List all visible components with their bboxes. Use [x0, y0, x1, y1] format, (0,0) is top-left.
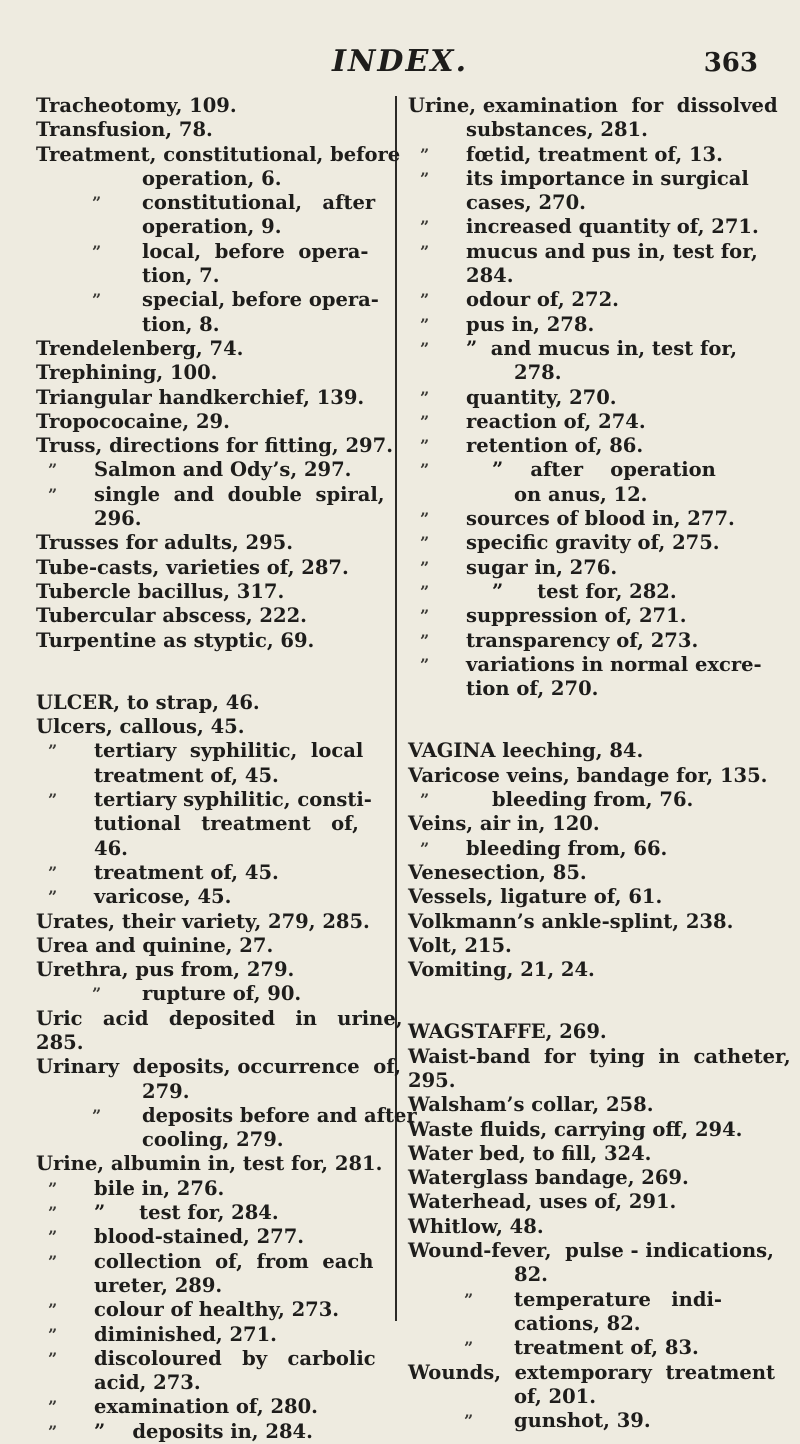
- index-entry-text: tion, 8.: [142, 312, 220, 336]
- ditto-mark: ”: [92, 1105, 102, 1125]
- index-entry-text: single and double spiral,: [94, 482, 385, 506]
- ditto-mark: ”: [420, 654, 430, 674]
- index-entry: [36, 240, 391, 264]
- index-entry-text: ureter, 289.: [94, 1273, 223, 1297]
- index-entry: [36, 812, 391, 836]
- index-entry: [36, 715, 391, 739]
- index-entry: [36, 556, 391, 580]
- index-entry: [408, 556, 780, 580]
- index-entry-text: its importance in surgical: [466, 166, 749, 190]
- ditto-mark: ”: [48, 790, 58, 810]
- index-entry: [36, 94, 391, 118]
- index-entry-text: Turpentine as styptic, 69.: [36, 628, 315, 652]
- index-entry-text: Vessels, ligature of, 61.: [408, 885, 663, 909]
- index-entry: [36, 764, 391, 788]
- index-entry: [36, 1177, 391, 1201]
- index-entry: [408, 1215, 780, 1239]
- index-entry: [36, 691, 391, 715]
- index-entry: [408, 531, 780, 555]
- index-entry-text: ” and mucus in, test for,: [466, 336, 738, 360]
- ditto-mark: ”: [48, 1421, 58, 1441]
- index-entry: [408, 604, 780, 628]
- ditto-mark: ”: [420, 241, 430, 261]
- index-entry-text: diminished, 271.: [94, 1322, 277, 1346]
- index-entry-text: Triangular handkerchief, 139.: [36, 385, 365, 409]
- index-entry-text: reaction of, 274.: [466, 409, 646, 433]
- index-entry-text: collection of, from each: [94, 1249, 374, 1273]
- index-entry-text: blood-stained, 277.: [94, 1225, 305, 1249]
- index-entry-text: fœtid, treatment of, 13.: [466, 142, 723, 166]
- index-entry: [36, 629, 391, 653]
- index-entry-text: Tracheotomy, 109.: [36, 94, 237, 117]
- index-entry-text: Urates, their variety, 279, 285.: [36, 909, 370, 933]
- index-entry: [408, 1385, 780, 1409]
- index-entry-text: retention of, 86.: [466, 434, 644, 458]
- index-entry: [408, 1069, 780, 1093]
- index-entry: [408, 1312, 780, 1336]
- index-entry-text: transparency of, 273.: [466, 628, 699, 652]
- index-entry: [408, 215, 780, 239]
- index-entry-text: 285.: [36, 1030, 84, 1054]
- index-entry: [36, 1420, 391, 1444]
- index-entry-text: of, 201.: [514, 1384, 597, 1408]
- index-entry: [408, 483, 780, 507]
- index-entry: [408, 410, 780, 434]
- index-entry-text: gunshot, 39.: [514, 1409, 651, 1433]
- index-entry-text: ” deposits in, 284.: [94, 1419, 313, 1443]
- ditto-mark: ”: [420, 460, 430, 480]
- index-entry: [408, 1409, 780, 1433]
- index-entry: [408, 313, 780, 337]
- ditto-mark: ”: [48, 1348, 58, 1368]
- ditto-mark: ”: [420, 290, 430, 310]
- ditto-mark: ”: [420, 557, 430, 577]
- index-entry: [36, 191, 391, 215]
- index-entry-text: tertiary syphilitic, consti-: [94, 788, 372, 812]
- ditto-mark: ”: [48, 460, 58, 480]
- index-entry: [36, 167, 391, 191]
- index-entry-text: cases, 270.: [466, 191, 586, 215]
- index-entry-text: ” after operation: [492, 458, 716, 482]
- index-entry: [36, 1347, 391, 1371]
- ditto-mark: ”: [420, 533, 430, 553]
- index-entry-text: Volt, 215.: [408, 933, 512, 957]
- index-entry: [36, 604, 391, 628]
- ditto-mark: ”: [48, 862, 58, 882]
- index-entry-text: Urine, albumin in, test for, 281.: [36, 1152, 383, 1176]
- index-entry: [36, 483, 391, 507]
- index-entry: [36, 861, 391, 885]
- index-entry-text: 279.: [142, 1079, 190, 1103]
- index-entry: [36, 337, 391, 361]
- index-entry: [408, 288, 780, 312]
- index-entry-text: sources of blood in, 277.: [466, 507, 735, 531]
- index-entry-text: tion, 7.: [142, 264, 220, 288]
- ditto-mark: ”: [420, 838, 430, 858]
- index-entry: [408, 1020, 780, 1044]
- ditto-mark: ”: [420, 581, 430, 601]
- index-entry-text: Varicose veins, bandage for, 135.: [408, 763, 768, 787]
- ditto-mark: ”: [420, 411, 430, 431]
- index-entry-text: quantity, 270.: [466, 385, 617, 409]
- index-entry: [36, 1274, 391, 1298]
- index-entry: [36, 1201, 391, 1225]
- ditto-mark: ”: [92, 290, 102, 310]
- index-entry: [408, 885, 780, 909]
- index-entry: [36, 507, 391, 531]
- index-entry-text: Trendelenberg, 74.: [36, 336, 244, 360]
- index-entry-text: 296.: [94, 507, 142, 531]
- right-column: [408, 94, 791, 1433]
- index-entry-text: Volkmann’s ankle-splint, 238.: [408, 909, 734, 933]
- index-entry-text: on anus, 12.: [514, 482, 648, 506]
- index-entry-text: Tubercular abscess, 222.: [36, 604, 307, 628]
- index-entry-text: ” test for, 284.: [94, 1201, 279, 1225]
- page-header: [0, 44, 800, 84]
- index-entry-text: Tube-casts, varieties of, 287.: [36, 555, 349, 579]
- index-entry-text: 295.: [408, 1068, 456, 1092]
- left-column: [36, 94, 417, 1444]
- ditto-mark: ”: [92, 193, 102, 213]
- index-entry-text: tutional treatment of,: [94, 812, 359, 836]
- ditto-mark: ”: [420, 338, 430, 358]
- index-entry-text: Treatment, constitutional, before: [36, 142, 401, 166]
- index-entry-text: temperature indi-: [514, 1287, 722, 1311]
- index-entry-text: rupture of, 90.: [142, 982, 302, 1006]
- index-entry-text: increased quantity of, 271.: [466, 215, 759, 239]
- ditto-mark: ”: [48, 1397, 58, 1417]
- index-entry: [36, 1055, 401, 1079]
- index-entry-text: acid, 273.: [94, 1371, 201, 1395]
- index-entry: [408, 958, 780, 982]
- ditto-mark: ”: [420, 168, 430, 188]
- page-number: 363: [703, 48, 758, 78]
- index-entry-text: operation, 6.: [142, 166, 282, 190]
- section-gap: [36, 653, 391, 691]
- index-entry: [408, 1288, 780, 1312]
- index-entry: [36, 434, 391, 458]
- index-entry: [408, 764, 780, 788]
- index-entry-text: 46.: [94, 836, 128, 860]
- index-entry: [36, 313, 391, 337]
- index-entry-text: examination of, 280.: [94, 1395, 318, 1419]
- index-entry: [36, 118, 391, 142]
- index-entry-text: Transfusion, 78.: [36, 118, 213, 142]
- index-entry: [36, 215, 391, 239]
- index-entry: [36, 264, 391, 288]
- ditto-mark: ”: [420, 144, 430, 164]
- ditto-mark: ”: [420, 630, 430, 650]
- index-entry: [36, 1006, 403, 1031]
- index-entry-text: Truss, directions for fitting, 297.: [36, 434, 393, 458]
- index-entry: [408, 1166, 780, 1190]
- index-entry: [408, 434, 780, 458]
- index-entry-text: pus in, 278.: [466, 312, 595, 336]
- ditto-mark: ”: [464, 1289, 474, 1309]
- index-entry: [36, 1103, 417, 1128]
- index-entry: [408, 1263, 780, 1287]
- index-entry: [36, 885, 391, 909]
- index-entry: [36, 1128, 391, 1152]
- index-entry-text: ” test for, 282.: [492, 579, 677, 603]
- index-entry: [408, 1118, 780, 1142]
- index-entry-text: specific gravity of, 275.: [466, 531, 720, 555]
- column-divider: [395, 96, 397, 1321]
- index-entry-text: colour of healthy, 273.: [94, 1298, 340, 1322]
- ditto-mark: ”: [420, 436, 430, 456]
- index-entry-text: sugar in, 276.: [466, 555, 618, 579]
- index-entry-text: Whitlow, 48.: [408, 1214, 544, 1238]
- ditto-mark: ”: [420, 606, 430, 626]
- ditto-mark: ”: [92, 241, 102, 261]
- index-entry-text: Wound-fever, pulse - indications,: [408, 1239, 774, 1263]
- index-entry-text: Uric acid deposited in urine,: [36, 1006, 403, 1030]
- index-entry-text: Waste fluids, carrying off, 294.: [408, 1117, 743, 1141]
- index-entry: [36, 837, 391, 861]
- index-entry-text: operation, 9.: [142, 215, 282, 239]
- index-entry-text: tion of, 270.: [466, 677, 599, 701]
- index-entry: [36, 1080, 391, 1104]
- index-entry: [36, 288, 391, 312]
- index-entry-text: 278.: [514, 361, 562, 385]
- index-entry: [408, 507, 780, 531]
- ditto-mark: ”: [420, 314, 430, 334]
- index-entry-text: treatment of, 45.: [94, 860, 279, 884]
- index-entry-text: Urine, examination for dissolved: [408, 94, 778, 117]
- index-entry: [36, 958, 391, 982]
- index-entry-text: odour of, 272.: [466, 288, 619, 312]
- index-entry-text: ULCER, to strap, 46.: [36, 690, 260, 714]
- index-entry-text: variations in normal excre-: [466, 652, 762, 676]
- index-entry-text: WAGSTAFFE, 269.: [408, 1020, 607, 1044]
- index-entry-text: Venesection, 85.: [408, 860, 587, 884]
- index-entry-text: Urethra, pus from, 279.: [36, 958, 295, 982]
- index-entry: [408, 1142, 780, 1166]
- index-entry: [408, 1190, 780, 1214]
- index-entry: [36, 531, 391, 555]
- index-entry-text: treatment of, 45.: [94, 763, 279, 787]
- index-entry-text: tertiary syphilitic, local: [94, 739, 364, 763]
- index-entry: [36, 739, 391, 763]
- index-entry-text: mucus and pus in, test for,: [466, 239, 758, 263]
- index-entry-text: treatment of, 83.: [514, 1336, 699, 1360]
- index-entry: [36, 410, 391, 434]
- index-entry-text: Waterglass bandage, 269.: [408, 1166, 689, 1190]
- index-entry-text: VAGINA leeching, 84.: [408, 739, 644, 763]
- index-entry: [408, 837, 780, 861]
- index-entry-text: deposits before and after: [142, 1103, 417, 1127]
- index-entry-text: Urinary deposits, occurrence of,: [36, 1055, 401, 1079]
- ditto-mark: ”: [48, 741, 58, 761]
- ditto-mark: ”: [464, 1338, 474, 1358]
- section-gap: [408, 982, 780, 1020]
- index-entry: [408, 240, 780, 264]
- index-entry: [408, 1361, 780, 1385]
- ditto-mark: ”: [48, 1251, 58, 1271]
- index-entry: [408, 143, 780, 167]
- index-entry: [408, 1093, 780, 1117]
- index-entry-text: suppression of, 271.: [466, 604, 687, 628]
- index-entry-text: Urea and quinine, 27.: [36, 933, 274, 957]
- index-entry: [408, 337, 780, 361]
- ditto-mark: ”: [420, 387, 430, 407]
- index-entry-text: Veins, air in, 120.: [408, 812, 600, 836]
- index-entry-text: substances, 281.: [466, 118, 648, 142]
- ditto-mark: ”: [420, 790, 430, 810]
- index-entry-text: Waterhead, uses of, 291.: [408, 1190, 677, 1214]
- index-entry-text: Tropococaine, 29.: [36, 409, 230, 433]
- index-entry-text: Wounds, extemporary treatment: [408, 1360, 776, 1384]
- index-entry-text: bile in, 276.: [94, 1176, 225, 1200]
- index-entry: [408, 812, 780, 836]
- ditto-mark: ”: [48, 887, 58, 907]
- index-entry: [408, 361, 780, 385]
- index-entry: [408, 934, 780, 958]
- index-entry: [36, 1250, 391, 1274]
- index-entry-text: constitutional, after: [142, 191, 376, 215]
- index-entry: [36, 1031, 391, 1055]
- index-entry: [36, 1225, 391, 1249]
- index-entry-text: cooling, 279.: [142, 1128, 284, 1152]
- index-entry: [408, 861, 780, 885]
- index-entry: [408, 1336, 780, 1360]
- index-entry: [36, 982, 391, 1006]
- index-entry: [408, 94, 780, 118]
- index-entry: [36, 458, 391, 482]
- index-entry: [36, 1152, 391, 1176]
- ditto-mark: ”: [48, 484, 58, 504]
- index-entry: [408, 118, 780, 142]
- index-entry-text: Walsham’s collar, 258.: [408, 1093, 654, 1117]
- index-entry: [408, 677, 780, 701]
- index-entry-text: special, before opera-: [142, 288, 379, 312]
- index-entry-text: Ulcers, callous, 45.: [36, 715, 245, 739]
- index-entry-text: Salmon and Ody’s, 297.: [94, 458, 352, 482]
- index-entry-text: local, before opera-: [142, 239, 369, 263]
- section-gap: [408, 701, 780, 739]
- ditto-mark: ”: [48, 1178, 58, 1198]
- ditto-mark: ”: [420, 509, 430, 529]
- index-entry: [408, 788, 780, 812]
- index-entry: [408, 629, 780, 653]
- index-entry-text: Vomiting, 21, 24.: [408, 958, 595, 982]
- index-entry: [36, 142, 401, 167]
- index-entry-text: discoloured by carbolic: [94, 1346, 376, 1370]
- index-entry: [408, 739, 780, 763]
- index-entry-text: Tubercle bacillus, 317.: [36, 579, 285, 603]
- index-entry: [36, 934, 391, 958]
- index-entry-text: bleeding from, 76.: [492, 788, 694, 812]
- index-entry-text: Trephining, 100.: [36, 361, 218, 385]
- index-entry-text: Trusses for adults, 295.: [36, 531, 294, 555]
- ditto-mark: ”: [48, 1227, 58, 1247]
- index-entry: [408, 653, 780, 677]
- ditto-mark: ”: [48, 1324, 58, 1344]
- index-entry-text: varicose, 45.: [94, 885, 232, 909]
- index-entry: [36, 910, 391, 934]
- ditto-mark: ”: [464, 1411, 474, 1431]
- index-entry: [36, 386, 391, 410]
- index-entry: [36, 580, 391, 604]
- index-entry-text: 284.: [466, 264, 514, 288]
- index-entry: [36, 788, 391, 812]
- ditto-mark: ”: [92, 984, 102, 1004]
- index-entry: [408, 458, 780, 482]
- index-entry: [408, 580, 780, 604]
- index-entry: [36, 1323, 391, 1347]
- index-entry-text: Waist-band for tying in catheter,: [408, 1044, 791, 1068]
- index-entry: [36, 1298, 391, 1322]
- index-entry: [408, 264, 780, 288]
- ditto-mark: ”: [48, 1300, 58, 1320]
- index-entry: [408, 910, 780, 934]
- index-entry-text: cations, 82.: [514, 1311, 641, 1335]
- index-entry: [408, 191, 780, 215]
- page-title: INDEX.: [331, 44, 469, 79]
- index-entry-text: 82.: [514, 1263, 548, 1287]
- index-entry: [36, 361, 391, 385]
- index-entry: [36, 1395, 391, 1419]
- index-entry: [408, 1044, 791, 1069]
- index-entry: [408, 386, 780, 410]
- index-entry-text: Water bed, to fill, 324.: [408, 1141, 652, 1165]
- ditto-mark: ”: [420, 217, 430, 237]
- ditto-mark: ”: [48, 1203, 58, 1223]
- index-entry-text: bleeding from, 66.: [466, 836, 668, 860]
- index-entry: [36, 1371, 391, 1395]
- index-entry: [408, 1239, 780, 1263]
- index-entry: [408, 167, 780, 191]
